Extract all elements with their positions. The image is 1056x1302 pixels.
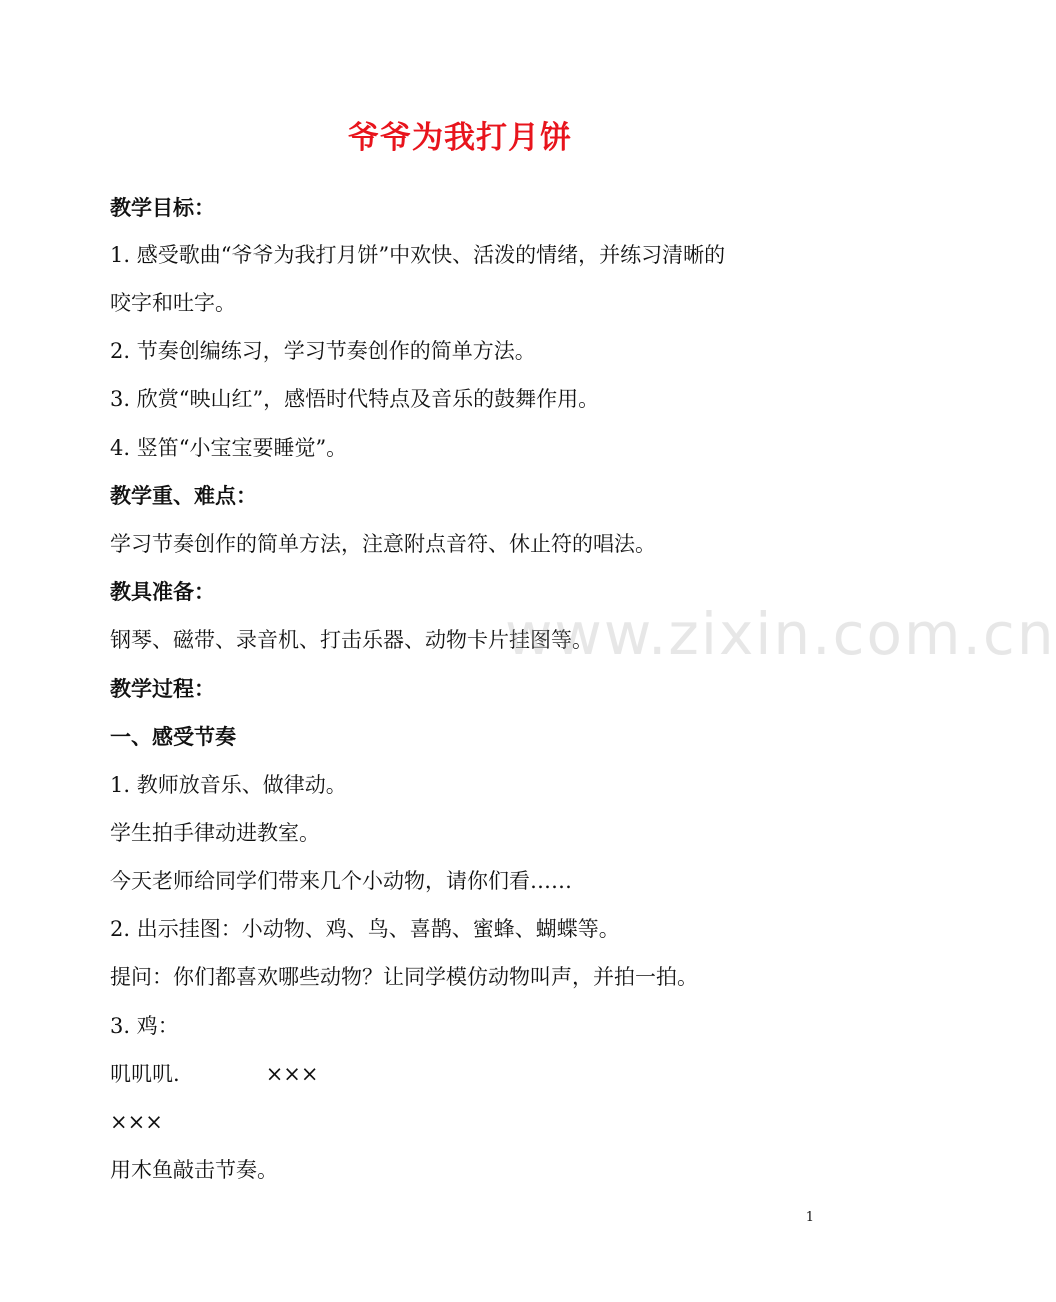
heading-teaching-tools: 教具准备： <box>110 580 215 604</box>
step-1-students: 学生拍手律动进教室。 <box>110 821 320 845</box>
rhythm-line: ××× <box>110 1110 163 1134</box>
document-title: 爷爷为我打月饼 <box>348 120 572 156</box>
goal-3: 3. 欣赏“映山红”，感悟时代特点及音乐的鼓舞作用。 <box>110 387 600 411</box>
step-1-teacher-intro: 今天老师给同学们带来几个小动物，请你们看…… <box>110 869 572 893</box>
teaching-tools-text: 钢琴、磁带、录音机、打击乐器、动物卡片挂图等。 <box>110 628 593 652</box>
goal-4: 4. 竖笛“小宝宝要睡觉”。 <box>110 436 348 460</box>
step-1: 1. 教师放音乐、做律动。 <box>110 773 347 797</box>
chick-rhythm: ××× <box>265 1062 319 1086</box>
goal-1-line-b: 咬字和吐字。 <box>110 291 236 315</box>
heading-section-1: 一、感受节奏 <box>110 725 236 749</box>
step-3: 3. 鸡： <box>110 1014 179 1038</box>
page-number: 1 <box>805 1210 814 1225</box>
woodfish-instruction: 用木鱼敲击节奏。 <box>110 1158 278 1182</box>
step-2: 2. 出示挂图：小动物、鸡、鸟、喜鹊、蜜蜂、蝴蝶等。 <box>110 917 620 941</box>
goal-1-line-a: 1. 感受歌曲“爷爷为我打月饼”中欢快、活泼的情绪，并练习清晰的 <box>110 243 726 267</box>
watermark-text: www.zixin.com.cn <box>505 600 1056 668</box>
heading-teaching-goals: 教学目标： <box>110 196 215 220</box>
chick-rhythm-line <box>110 1059 820 1089</box>
heading-key-points: 教学重、难点： <box>110 484 257 508</box>
heading-teaching-process: 教学过程： <box>110 677 215 701</box>
chick-sound: 叽叽叽. <box>110 1062 180 1086</box>
goal-2: 2. 节奏创编练习，学习节奏创作的简单方法。 <box>110 339 536 363</box>
step-2-question: 提问：你们都喜欢哪些动物？让同学模仿动物叫声，并拍一拍。 <box>110 965 698 989</box>
key-points-text: 学习节奏创作的简单方法，注意附点音符、休止符的唱法。 <box>110 532 656 556</box>
